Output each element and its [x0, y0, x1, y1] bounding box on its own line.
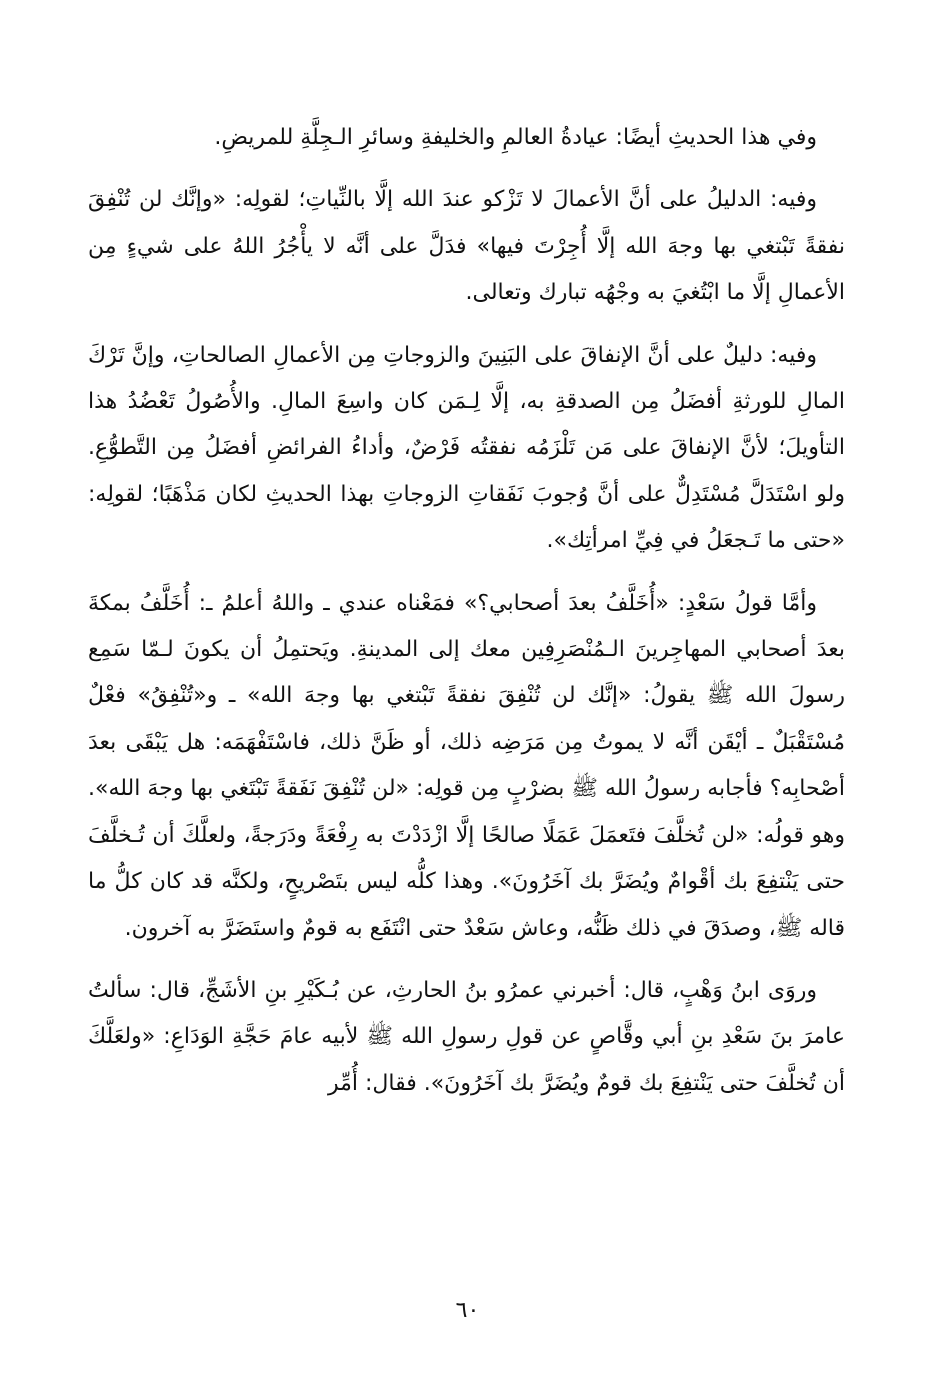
- body-text: [88, 115, 845, 1107]
- paragraph-3: وفيه: دليلٌ على أنَّ الإنفاقَ على البَنِينَ والزوجاتِ مِن الأعمالِ الصالحاتِ، وإنَّ تَرْكَ المالِ للورثةِ أفضَلُ مِن الصدقةِ به، إلَّا لِـمَن كان واسِعَ المالِ. والأُصُولُ تَعْضُدُ هذا التأويلَ؛ لأنَّ الإنفاقَ على مَن تَلْزَمُه نفقتُه فَرْضٌ، وأداءُ الفرائضِ أفضَلُ مِن التَّطوُّعِ. ولو اسْتَدَلَّ مُسْتَدِلٌّ على أنَّ وُجوبَ نَفَقاتِ الزوجاتِ بهذا الحديثِ لكان مَذْهَبًا؛ لقولِه: «حتى ما تَـجعَلُ في فِيِّ امرأتِك».: [88, 342, 845, 554]
- paragraph-1: وفي هذا الحديثِ أيضًا: عيادةُ العالمِ والخليفةِ وسائرِ الـجِلَّةِ للمريضِ.: [214, 125, 817, 150]
- page-number: ٦٠: [455, 1298, 480, 1323]
- paragraph-2: وفيه: الدليلُ على أنَّ الأعمالَ لا تَزْكو عندَ الله إلَّا بالنِّياتِ؛ لقولِه: «وإنَّك لن تُنْفِقَ نفقةً تَبْتغي بها وجهَ الله إلَّا أُجِرْتَ فيها» فدَلَّ على أنَّه لا يأْجُرُ اللهُ على شيءٍ مِن الأعمالِ إلَّا ما ابْتُغيَ به وجْهُه تبارك وتعالى.: [88, 187, 845, 306]
- paragraph-4: وأمَّا قولُ سَعْدٍ: «أُخَلَّفُ بعدَ أصحابي؟» فمَعْناه عندي ـ واللهُ أعلمُ ـ: أُخَلَّفُ بمكةَ بعدَ أصحابي المهاجِرينَ الـمُنْصَرِفِين معك إلى المدينةِ. ويَحتمِلُ أن يكونَ لـمّا سَمِع رسولَ الله ﷺ يقولُ: «إنَّك لن تُنْفِقَ نفقةً تَبْتغي بها وجهَ الله» ـ و«تُنْفِقُ» فعْلٌ مُسْتَقْبَلٌ ـ أيْقَن أنَّه لا يموتُ مِن مَرَضِه ذلك، أو ظَنَّ ذلك، فاسْتَفْهَمَه: هل يَبْقَى بعدَ أصْحابِه؟ فأجابه رسولُ الله ﷺ بضرْبٍ مِن قولِه: «لن تُنْفِقَ نَفَقةً تَبْتَغي بها وجهَ الله». وهو قولُه: «لن تُخلَّفَ فتَعمَلَ عَمَلًا صالحًا إلَّا ازْدَدْتَ به رِفْعَةً ودَرَجةً، ولعلَّكَ أن تُـخلَّفَ حتى يَنْتفِعَ بك أقْوامٌ ويُضَرَّ بك آخَرُونَ». وهذا كلُّه ليس بتَصْريحٍ، ولكنَّه قد كان كلُّ ما قاله ﷺ، وصدَقَ في ذلك ظَنُّه، وعاش سَعْدٌ حتى انْتَفَع به قومٌ واستَضَرَّ به آخرون.: [88, 590, 845, 941]
- paragraph-5: وروَى ابنُ وَهْبٍ، قال: أخبرني عمرُو بنُ الحارثِ، عن بُـكَيْرِ بنِ الأشَجِّ، قال: سألتُ عامرَ بنَ سَعْدِ بنِ أبي وقَّاصٍ عن قولِ رسولِ الله ﷺ لأبيه عامَ حَجَّةِ الوَدَاعِ: «ولعَلَّكَ أن تُخلَّفَ حتى يَنْتفِعَ بك قومٌ ويُضَرَّ بك آخَرُونَ». فقال: أُمِّر: [88, 977, 845, 1096]
